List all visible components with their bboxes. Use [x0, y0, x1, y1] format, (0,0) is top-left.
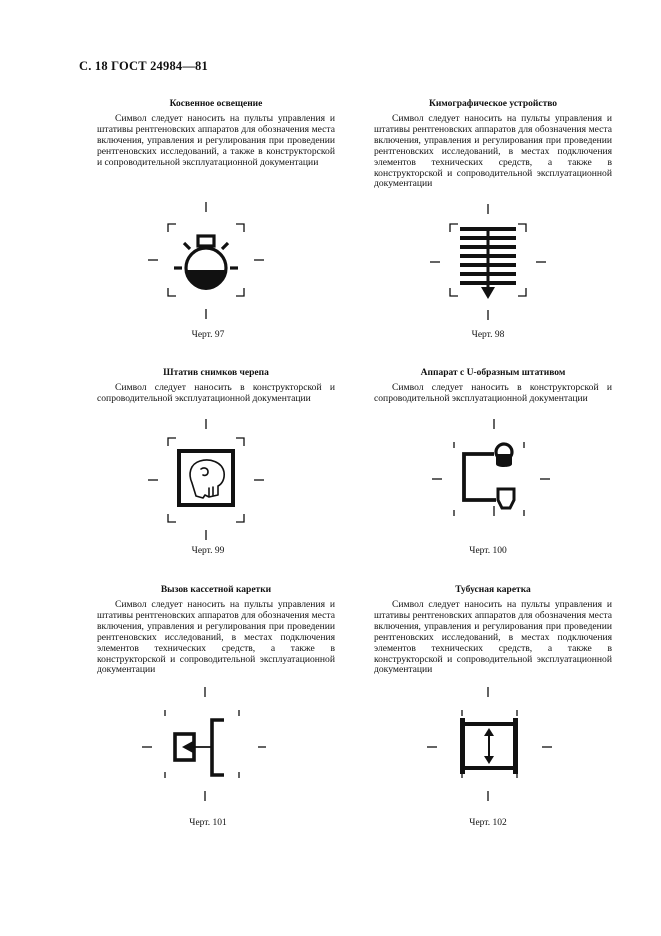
- entry-98: [374, 98, 612, 190]
- entry-text: Символ следует наносить на пульты управления и штативы рентгеновских аппаратов для обозначения места включения, управления и регулирования при проведении рентгеновских исследований, а также в конструкторской и сопроводительной эксплуатационной документации: [97, 113, 335, 168]
- tube-carriage-icon: [424, 686, 554, 814]
- entry-title: Косвенное освещение: [169, 99, 263, 109]
- kymograph-icon: [428, 200, 548, 325]
- entry-title: Вызов кассетной каретки: [160, 585, 272, 595]
- entry-97: [97, 98, 335, 169]
- u-stand-apparatus-icon: [428, 418, 548, 543]
- caption-102: Черт. 102: [469, 818, 507, 828]
- entry-title: Аппарат с U-образным штативом: [420, 368, 566, 378]
- caption-100: Черт. 100: [469, 546, 507, 556]
- entry-text: Символ следует наносить на пульты управления и штативы рентгеновских аппаратов для обозначения места включения, управления и регулирования при проведении рентгеновских исследований, в местах подключения элементов технических средств, а также в конструкторской и сопроводительной эксплуатационной документации: [374, 113, 612, 190]
- entry-title: Тубусная каретка: [455, 585, 531, 595]
- caption-101: Черт. 101: [189, 818, 227, 828]
- entry-99: [97, 367, 335, 405]
- entry-title: Кимографическое устройство: [428, 99, 558, 109]
- entry-text: Символ следует наносить на пульты управления и штативы рентгеновских аппаратов для обозначения места включения, управления и регулирования при проведении рентгеновских исследований, в местах подключения элементов технических средств, а также в конструкторской и сопроводительной эксплуатационной документации: [97, 599, 335, 676]
- skull-stand-icon: [146, 418, 266, 543]
- entry-title: Штатив снимков черепа: [163, 368, 269, 378]
- entry-text: Символ следует наносить на пульты управления и штативы рентгеновских аппаратов для обозначения места включения, управления и регулирования при проведении рентгеновских исследований, в местах подключения элементов технических средств, а также в конструкторской и сопроводительной эксплуатационной документации: [374, 599, 612, 676]
- indirect-lighting-icon: [146, 198, 266, 323]
- entry-102: [374, 584, 612, 676]
- entry-100: [374, 367, 612, 405]
- cassette-carriage-call-icon: [136, 686, 266, 814]
- caption-98: Черт. 98: [471, 330, 505, 340]
- entry-text: Символ следует наносить в конструкторской и сопроводительной эксплуатационной документации: [374, 382, 612, 404]
- caption-99: Черт. 99: [191, 546, 225, 556]
- entry-101: [97, 584, 335, 676]
- page-header: С. 18 ГОСТ 24984—81: [79, 59, 208, 73]
- entry-text: Символ следует наносить в конструкторской и сопроводительной эксплуатационной документации: [97, 382, 335, 404]
- caption-97: Черт. 97: [191, 330, 225, 340]
